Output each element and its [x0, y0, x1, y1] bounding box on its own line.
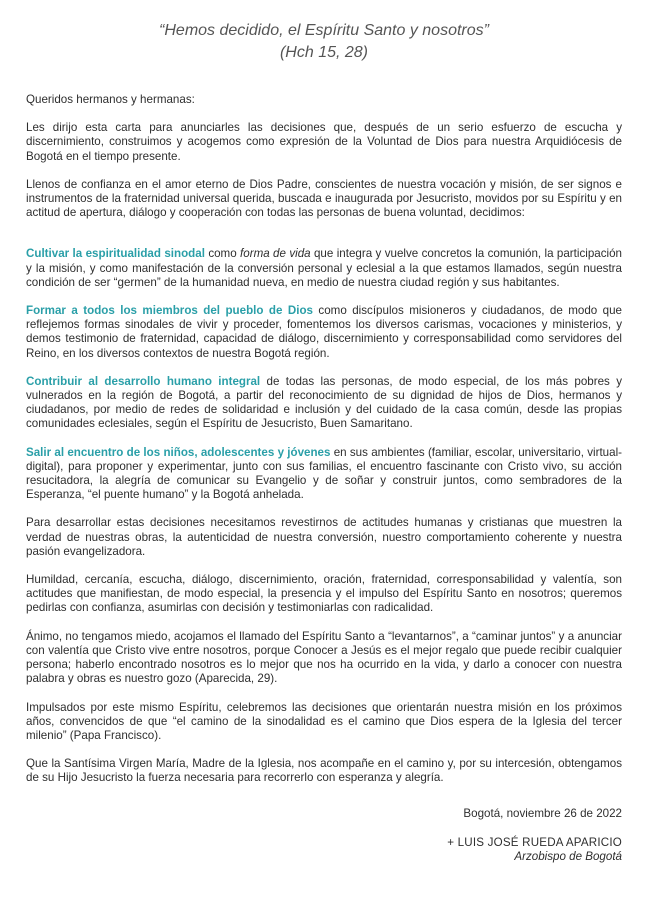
decision-heading-1: Cultivar la espiritualidad sinodal [26, 247, 205, 261]
signer-name: + LUIS JOSÉ RUEDA APARICIO [447, 835, 622, 849]
closing-paragraph-2: Humildad, cercanía, escucha, diálogo, discernimiento, oración, fraternidad, corresponsabilidad y valentía, son actitudes que manifiestan, de modo especial, la presencia y el impulso del Espíritu Santo en nosotros; queremos pedirlas con confianza, asumirlas con decisión y testimoniarlas con radicalidad. [26, 573, 622, 615]
signer-title: Arzobispo de Bogotá [514, 849, 622, 863]
decision-heading-2: Formar a todos los miembros del pueblo de Dios [26, 304, 313, 318]
decision-heading-3: Contribuir al desarrollo humano integral [26, 374, 261, 388]
decision-paragraph-2: Formar a todos los miembros del pueblo de Dios como discípulos misioneros y ciudadanos, de modo que reflejemos formas sinodales de vivir y proceder, fomentemos los diversos carismas, vocaciones y ministerios, y demos testimonio de fraternidad, capacidad de diálogo, discernimiento y corresponsabilidad como servidores del Reino, en los diversos contextos de nuestra Bogotá región. [26, 304, 623, 360]
letter-body [26, 93, 622, 864]
decision-heading-4: Salir al encuentro de los niños, adolescentes y jóvenes [26, 445, 331, 459]
decision-paragraph-1: Cultivar la espiritualidad sinodal como forma de vida que integra y vuelve concretos la comunión, la participación y la misión, y como manifestación de la conversión personal y eclesial a la que estamos llamados, según nuestra condición de ser “germen” de la humanidad nueva, en medio de nuestra ciudad región y sus habitantes. [26, 247, 622, 289]
closing-paragraph-5: Que la Santísima Virgen María, Madre de la Iglesia, nos acompañe en el camino y, por su intercesión, obtengamos de su Hijo Jesucristo la fuerza necesaria para recorrerlo con esperanza y alegría. [26, 757, 622, 785]
intro-paragraph: Les dirijo esta carta para anunciarles las decisiones que, después de un serio esfuerzo de escucha y discernimiento, construimos y acogemos como expresión de la Voluntad de Dios para nuestra Arquidiócesis de Bogotá en el tiempo presente. [26, 121, 622, 163]
confidence-paragraph: Llenos de confianza en el amor eterno de Dios Padre, conscientes de nuestra vocación y misión, de ser signos e instrumentos de la fraternidad universal querida, buscada e inaugurada por Jesucristo, movidos por su Espíritu y en actitud de apertura, diálogo y cooperación con todas las personas de buena voluntad, decidimos: [26, 177, 622, 220]
decision-paragraph-4: Salir al encuentro de los niños, adolescentes y jóvenes en sus ambientes (familiar, escolar, universitario, virtual-digital), para proponer y experimentar, junto con sus familias, el encuentro fascinante con Cristo vivo, su acción resucitadora, la alegría de comunicar su Evangelio y de soñar y construir juntos, como sembradores de la Esperanza, “el puente humano” y la Bogotá anhelada. [26, 445, 623, 502]
decision-paragraph-3: Contribuir al desarrollo humano integral de todas las personas, de modo especial, de los más pobres y vulnerados en la región de Bogotá, a partir del reconocimiento de su dignidad de hijos de Dios, hermanos y ciudadanos, por medio de redes de solidaridad e inclusión y del cuidado de la casa común, desde las propias comunidades eclesiales, según el Espíritu de Jesucristo, Buen Samaritano. [26, 374, 622, 431]
closing-paragraph-1: Para desarrollar estas decisiones necesitamos revestirnos de actitudes humanas y cristianas que muestren la verdad de nuestras obras, la autenticidad de nuestra conversión, nuestro comportamiento coherente y nuestra pasión evangelizadora. [26, 516, 622, 558]
decision-emphasis-1: forma de vida [240, 247, 311, 261]
greeting: Queridos hermanos y hermanas: [26, 93, 195, 106]
closing-paragraph-3: Ánimo, no tengamos miedo, acojamos el llamado del Espíritu Santo a “levantarnos”, a “caminar juntos” y a anunciar con valentía que Cristo vive entre nosotros, porque Conocer a Jesús es el mejor regalo que puede recibir cualquier persona; haberlo encontrado nosotros es lo mejor que nos ha ocurrido en la vida, y darlo a conocer con nuestra palabra y obras es nuestro gozo (Aparecida, 29). [26, 629, 622, 686]
scripture-reference: (Hch 15, 28) [279, 44, 369, 61]
closing-paragraph-4: Impulsados por este mismo Espíritu, celebremos las decisiones que orientarán nuestra misión en los próximos años, convencidos de que “el camino de la sinodalidad es el camino que Dios espera de la Iglesia del tercer milenio” (Papa Francisco). [26, 700, 622, 742]
letter-date: Bogotá, noviembre 26 de 2022 [463, 806, 622, 820]
letter-title: “Hemos decidido, el Espíritu Santo y nosotros” [159, 22, 489, 39]
